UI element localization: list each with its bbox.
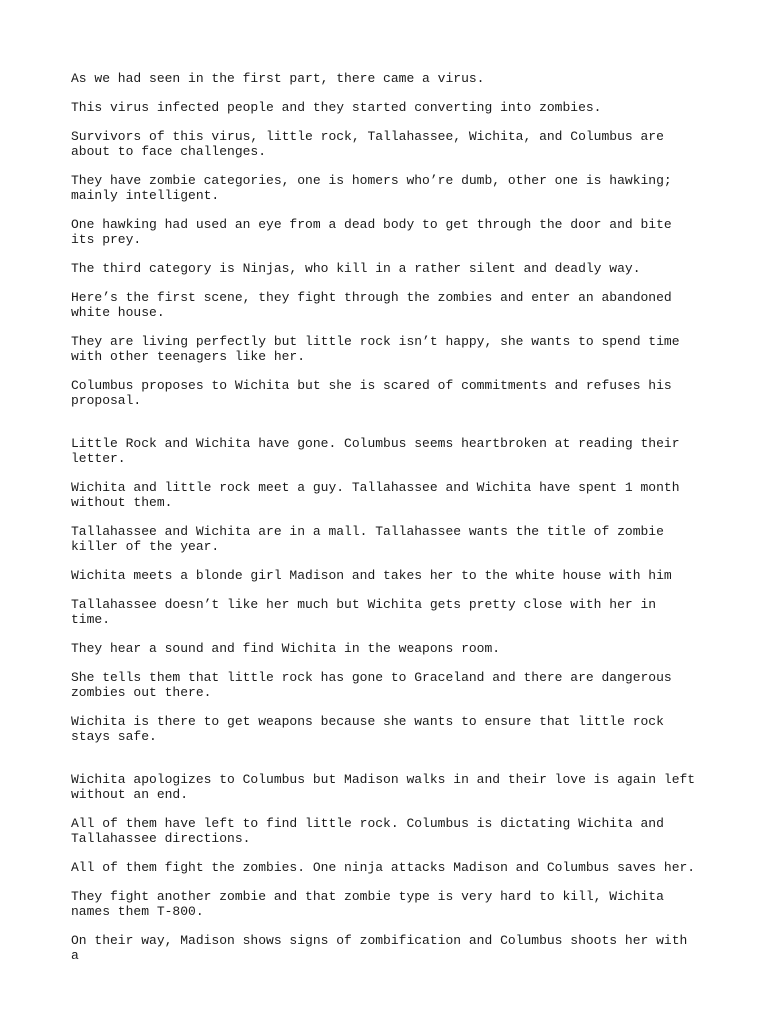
paragraph: Wichita apologizes to Columbus but Madison walks in and their love is again left without an end.	[71, 772, 696, 802]
paragraph: Tallahassee and Wichita are in a mall. Tallahassee wants the title of zombie killer of the year.	[71, 524, 664, 554]
paragraph: All of them fight the zombies. One ninja attacks Madison and Columbus saves her.	[71, 860, 696, 875]
paragraph: Tallahassee doesn’t like her much but Wichita gets pretty close with her in time.	[71, 597, 657, 627]
paragraph: Survivors of this virus, little rock, Tallahassee, Wichita, and Columbus are about to face challenges.	[71, 129, 664, 159]
paragraph: Little Rock and Wichita have gone. Columbus seems heartbroken at reading their letter.	[71, 436, 680, 466]
paragraph: Here’s the first scene, they fight through the zombies and enter an abandoned white house.	[71, 290, 672, 320]
paragraph: They hear a sound and find Wichita in the weapons room.	[71, 641, 501, 656]
paragraph: Wichita is there to get weapons because she wants to ensure that little rock stays safe.	[71, 714, 664, 744]
paragraph: On their way, Madison shows signs of zombification and Columbus shoots her with a	[71, 933, 688, 963]
paragraph: They have zombie categories, one is homers who’re dumb, other one is hawking; mainly intelligent.	[71, 173, 672, 203]
paragraph: Wichita and little rock meet a guy. Tallahassee and Wichita have spent 1 month without them.	[71, 480, 680, 510]
paragraph: Wichita meets a blonde girl Madison and takes her to the white house with him	[71, 568, 672, 583]
paragraph: She tells them that little rock has gone to Graceland and there are dangerous zombies out there.	[71, 670, 672, 700]
paragraph: They are living perfectly but little rock isn’t happy, she wants to spend time with other teenagers like her.	[71, 334, 680, 364]
paragraph: All of them have left to find little rock. Columbus is dictating Wichita and Tallahassee directions.	[71, 816, 664, 846]
paragraph: This virus infected people and they started converting into zombies.	[71, 100, 602, 115]
paragraph: Columbus proposes to Wichita but she is scared of commitments and refuses his proposal.	[71, 378, 672, 408]
paragraph: They fight another zombie and that zombie type is very hard to kill, Wichita names them T-800.	[71, 889, 664, 919]
document-page	[71, 71, 701, 977]
paragraph: One hawking had used an eye from a dead body to get through the door and bite its prey.	[71, 217, 672, 247]
paragraph: As we had seen in the first part, there came a virus.	[71, 71, 485, 86]
paragraph: The third category is Ninjas, who kill in a rather silent and deadly way.	[71, 261, 641, 276]
